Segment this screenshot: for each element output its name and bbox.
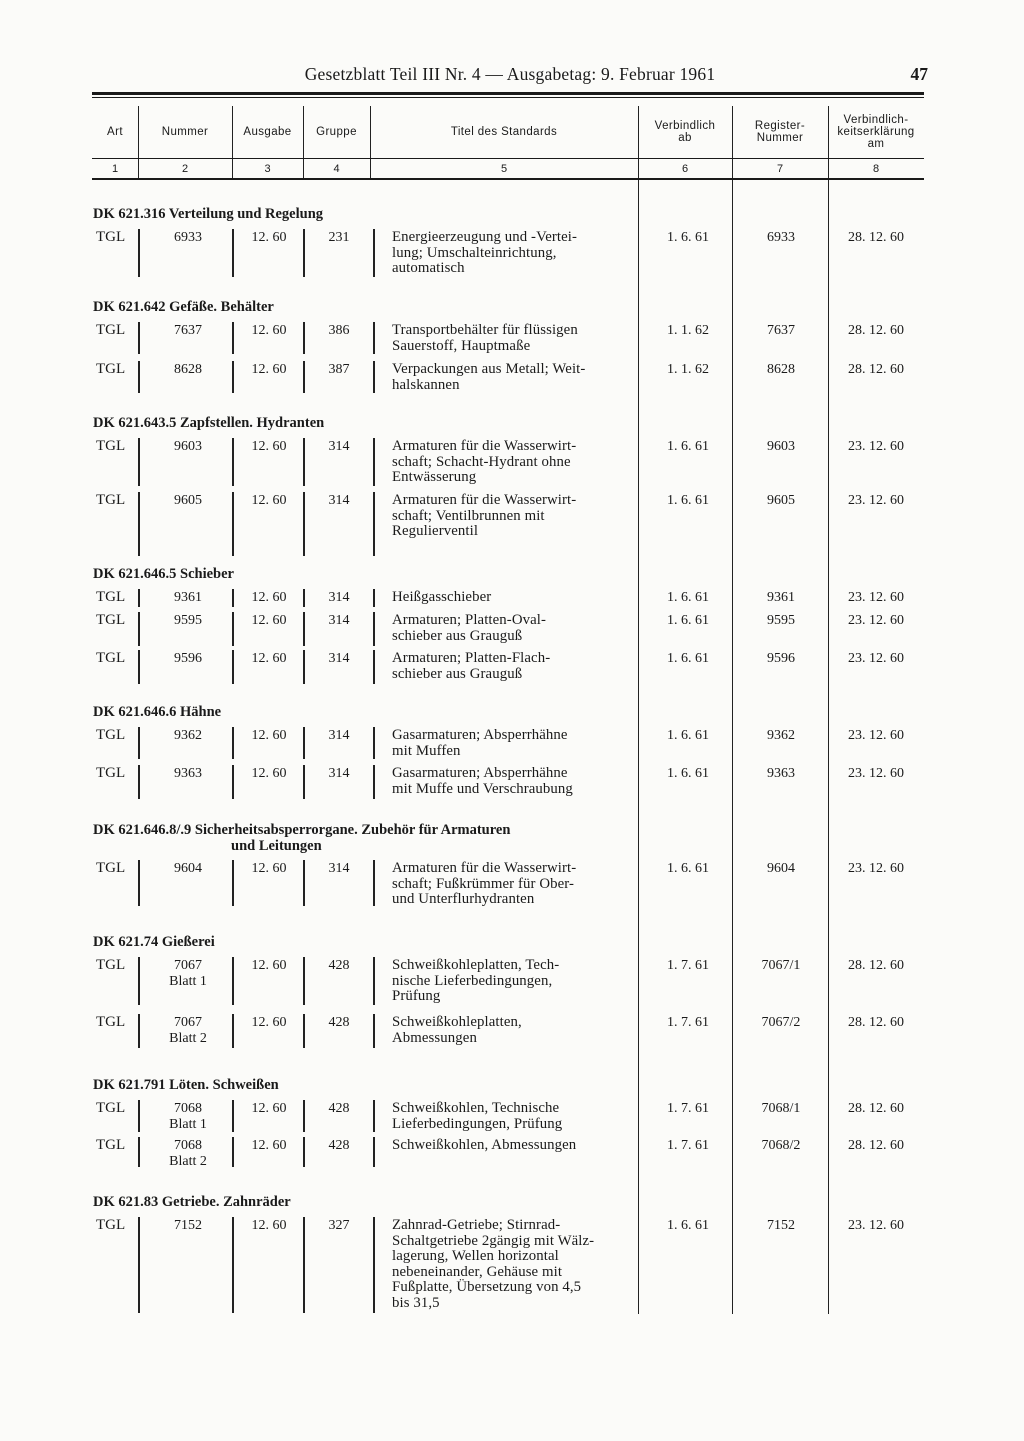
row-gruppe: 231 <box>328 230 350 245</box>
column-header-verbindlich-ab: Verbindlich ab <box>654 120 716 144</box>
row-register-nummer: 9363 <box>767 766 795 781</box>
header-column-divider <box>732 106 733 178</box>
row-column-rule <box>303 727 305 759</box>
row-nummer: 9595 <box>174 613 202 628</box>
row-nummer: 9361 <box>174 590 202 605</box>
row-column-rule <box>138 1217 140 1313</box>
row-titel: Heißgasschieber <box>392 589 492 605</box>
section-heading <box>93 1077 279 1093</box>
row-nummer: 7068 Blatt 2 <box>169 1138 207 1169</box>
row-column-rule <box>232 361 234 393</box>
row-column-rule <box>232 765 234 799</box>
column-number-ausgabe: 3 <box>264 163 271 175</box>
row-register-nummer: 9361 <box>767 590 795 605</box>
row-art: TGL <box>96 860 126 876</box>
column-header-verbindlichkeitserklaerung: Verbindlich- keitserklärung am <box>837 114 915 150</box>
row-gruppe: 314 <box>328 861 350 876</box>
running-header <box>0 64 1024 88</box>
row-verbindlich-ab: 1. 1. 62 <box>667 323 709 338</box>
row-column-rule <box>373 765 375 799</box>
row-gruppe: 314 <box>328 766 350 781</box>
row-ausgabe: 12. 60 <box>251 1101 287 1116</box>
row-column-rule <box>303 650 305 684</box>
row-column-rule <box>303 229 305 277</box>
header-rule-thin <box>92 97 924 98</box>
row-register-nummer: 7067/1 <box>761 958 801 973</box>
row-ausgabe: 12. 60 <box>251 728 287 743</box>
section-heading <box>93 415 324 431</box>
row-verbindlich-ab: 1. 6. 61 <box>667 728 709 743</box>
row-ausgabe: 12. 60 <box>251 590 287 605</box>
row-verbindlich-ab: 1. 6. 61 <box>667 590 709 605</box>
section-heading-text: DK 621.316 Verteilung und Regelung <box>93 206 324 222</box>
row-column-rule <box>303 1137 305 1167</box>
row-column-rule <box>373 727 375 759</box>
row-column-rule <box>303 1217 305 1313</box>
row-column-rule <box>138 765 140 799</box>
row-column-rule <box>373 361 375 393</box>
row-gruppe: 386 <box>328 323 350 338</box>
row-register-nummer: 9362 <box>767 728 795 743</box>
row-nummer: 9605 <box>174 493 202 508</box>
row-ausgabe: 12. 60 <box>251 230 287 245</box>
row-ausgabe: 12. 60 <box>251 651 287 666</box>
header-column-divider <box>303 106 304 178</box>
row-titel: Zahnrad-Getriebe; Stirnrad- Schaltgetriebe 2gängig mit Wälz- lagerung, Wellen horizontal nebeneinander, Gehäuse mit Fußplatte, Übersetzung von 4,5 bis 31,5 <box>392 1217 595 1311</box>
row-ausgabe: 12. 60 <box>251 493 287 508</box>
section-heading-text: DK 621.642 Gefäße. Behälter <box>93 299 274 315</box>
row-nummer: 9363 <box>174 766 202 781</box>
body-column-rule <box>732 180 733 1314</box>
row-erklaerung-am: 23. 12. 60 <box>848 613 904 628</box>
row-column-rule <box>373 438 375 486</box>
row-titel: Armaturen für die Wasserwirt- schaft; Ventilbrunnen mit Regulierventil <box>392 492 577 539</box>
row-titel: Schweißkohlen, Abmessungen <box>392 1137 577 1153</box>
row-verbindlich-ab: 1. 6. 61 <box>667 651 709 666</box>
row-column-rule <box>138 438 140 486</box>
row-register-nummer: 8628 <box>767 362 795 377</box>
row-titel: Energieerzeugung und -Vertei- lung; Umschalteinrichtung, automatisch <box>392 229 578 276</box>
row-verbindlich-ab: 1. 1. 62 <box>667 362 709 377</box>
column-number-nummer: 2 <box>181 163 189 175</box>
row-art: TGL <box>96 1014 126 1030</box>
row-column-rule <box>373 612 375 646</box>
row-column-rule <box>232 1217 234 1313</box>
section-heading <box>93 566 234 582</box>
row-gruppe: 314 <box>328 590 350 605</box>
row-titel: Armaturen; Platten-Oval- schieber aus Grauguß <box>392 612 547 644</box>
running-header-title: Gesetzblatt Teil III Nr. 4 — Ausgabetag: 9. Februar 1961 <box>304 64 716 84</box>
row-nummer: 7152 <box>174 1218 202 1233</box>
row-column-rule <box>303 957 305 1005</box>
row-column-rule <box>373 1137 375 1167</box>
row-titel: Transportbehälter für flüssigen Sauerstoff, Hauptmaße <box>392 322 578 354</box>
row-column-rule <box>138 492 140 556</box>
row-gruppe: 327 <box>328 1218 350 1233</box>
row-column-rule <box>373 1100 375 1132</box>
row-gruppe: 314 <box>328 493 350 508</box>
row-erklaerung-am: 23. 12. 60 <box>848 1218 904 1233</box>
column-header-register-nummer: Register- Nummer <box>754 120 806 144</box>
row-ausgabe: 12. 60 <box>251 613 287 628</box>
row-art: TGL <box>96 612 126 628</box>
row-register-nummer: 7152 <box>767 1218 795 1233</box>
column-header-gruppe: Gruppe <box>316 126 357 138</box>
row-titel: Verpackungen aus Metall; Weit- halskannen <box>392 361 586 393</box>
row-erklaerung-am: 28. 12. 60 <box>848 1015 904 1030</box>
section-heading-text: DK 621.83 Getriebe. Zahnräder <box>93 1194 291 1210</box>
row-column-rule <box>373 589 375 607</box>
row-nummer: 7067 Blatt 2 <box>169 1015 207 1046</box>
header-column-divider <box>828 106 829 178</box>
row-ausgabe: 12. 60 <box>251 766 287 781</box>
row-titel: Gasarmaturen; Absperrhähne mit Muffe und Verschraubung <box>392 765 573 797</box>
row-erklaerung-am: 23. 12. 60 <box>848 861 904 876</box>
row-column-rule <box>138 322 140 354</box>
row-column-rule <box>373 492 375 556</box>
row-titel: Armaturen; Platten-Flach- schieber aus Grauguß <box>392 650 551 682</box>
row-art: TGL <box>96 650 126 666</box>
section-heading-text: DK 621.791 Löten. Schweißen <box>93 1077 279 1093</box>
row-column-rule <box>232 438 234 486</box>
row-titel: Gasarmaturen; Absperrhähne mit Muffen <box>392 727 568 759</box>
section-heading-text: DK 621.646.6 Hähne <box>93 704 222 720</box>
row-gruppe: 428 <box>328 1101 350 1116</box>
row-column-rule <box>303 492 305 556</box>
section-heading <box>93 704 221 720</box>
row-ausgabe: 12. 60 <box>251 861 287 876</box>
row-erklaerung-am: 23. 12. 60 <box>848 439 904 454</box>
row-column-rule <box>138 229 140 277</box>
header-column-divider <box>232 106 233 178</box>
row-register-nummer: 7637 <box>767 323 795 338</box>
column-number-verbindlichkeitserklaerung: 8 <box>872 163 880 175</box>
row-ausgabe: 12. 60 <box>251 1015 287 1030</box>
row-art: TGL <box>96 1100 126 1116</box>
row-column-rule <box>232 727 234 759</box>
row-column-rule <box>373 1014 375 1048</box>
row-erklaerung-am: 23. 12. 60 <box>848 590 904 605</box>
row-gruppe: 314 <box>328 439 350 454</box>
row-register-nummer: 6933 <box>767 230 795 245</box>
row-column-rule <box>373 957 375 1005</box>
row-register-nummer: 7068/2 <box>761 1138 801 1153</box>
row-erklaerung-am: 28. 12. 60 <box>848 362 904 377</box>
row-column-rule <box>303 1100 305 1132</box>
row-gruppe: 387 <box>328 362 350 377</box>
column-header-ausgabe: Ausgabe <box>243 126 292 138</box>
row-erklaerung-am: 28. 12. 60 <box>848 230 904 245</box>
row-column-rule <box>303 765 305 799</box>
row-nummer: 6933 <box>174 230 202 245</box>
row-column-rule <box>232 1137 234 1167</box>
row-verbindlich-ab: 1. 6. 61 <box>667 613 709 628</box>
row-erklaerung-am: 28. 12. 60 <box>848 1101 904 1116</box>
row-ausgabe: 12. 60 <box>251 439 287 454</box>
row-column-rule <box>232 957 234 1005</box>
row-nummer: 7068 Blatt 1 <box>169 1101 207 1132</box>
row-column-rule <box>232 589 234 607</box>
row-register-nummer: 9604 <box>767 861 795 876</box>
row-register-nummer: 9603 <box>767 439 795 454</box>
row-column-rule <box>303 361 305 393</box>
row-register-nummer: 7068/1 <box>761 1101 801 1116</box>
row-register-nummer: 7067/2 <box>761 1015 801 1030</box>
row-gruppe: 314 <box>328 613 350 628</box>
row-ausgabe: 12. 60 <box>251 362 287 377</box>
row-erklaerung-am: 23. 12. 60 <box>848 651 904 666</box>
row-erklaerung-am: 23. 12. 60 <box>848 493 904 508</box>
row-art: TGL <box>96 438 126 454</box>
row-gruppe: 428 <box>328 1138 350 1153</box>
row-erklaerung-am: 23. 12. 60 <box>848 766 904 781</box>
row-column-rule <box>232 229 234 277</box>
row-column-rule <box>373 860 375 906</box>
column-number-titel: 5 <box>500 163 508 175</box>
row-art: TGL <box>96 322 126 338</box>
row-verbindlich-ab: 1. 6. 61 <box>667 1218 709 1233</box>
row-register-nummer: 9595 <box>767 613 795 628</box>
row-column-rule <box>138 860 140 906</box>
header-underline <box>92 158 924 159</box>
column-header-nummer: Nummer <box>161 126 209 138</box>
row-verbindlich-ab: 1. 6. 61 <box>667 861 709 876</box>
row-column-rule <box>232 492 234 556</box>
column-number-register-nummer: 7 <box>776 163 784 175</box>
header-column-divider <box>138 106 139 178</box>
section-heading <box>93 934 215 950</box>
row-art: TGL <box>96 361 126 377</box>
header-column-divider <box>370 106 371 178</box>
row-art: TGL <box>96 229 126 245</box>
row-verbindlich-ab: 1. 7. 61 <box>667 1101 709 1116</box>
row-art: TGL <box>96 765 126 781</box>
row-column-rule <box>232 322 234 354</box>
row-art: TGL <box>96 727 126 743</box>
row-art: TGL <box>96 1217 126 1233</box>
row-titel: Schweißkohleplatten, Abmessungen <box>392 1014 522 1046</box>
row-verbindlich-ab: 1. 6. 61 <box>667 230 709 245</box>
row-gruppe: 314 <box>328 728 350 743</box>
row-column-rule <box>138 957 140 1005</box>
column-number-verbindlich-ab: 6 <box>681 163 689 175</box>
row-titel: Armaturen für die Wasserwirt- schaft; Schacht-Hydrant ohne Entwässerung <box>392 438 577 485</box>
row-titel: Schweißkohleplatten, Tech- nische Lieferbedingungen, Prüfung <box>392 957 560 1004</box>
row-column-rule <box>138 361 140 393</box>
column-number-gruppe: 4 <box>333 163 340 175</box>
section-heading-continued: und Leitungen <box>231 838 322 854</box>
row-column-rule <box>303 860 305 906</box>
row-titel: Schweißkohlen, Technische Lieferbedingungen, Prüfung <box>392 1100 563 1132</box>
row-ausgabe: 12. 60 <box>251 958 287 973</box>
row-column-rule <box>232 1100 234 1132</box>
row-column-rule <box>138 650 140 684</box>
row-column-rule <box>303 1014 305 1048</box>
section-heading-text: DK 621.646.8/.9 Sicherheitsabsperrorgane. Zubehör für Armaturen <box>93 822 511 838</box>
row-titel: Armaturen für die Wasserwirt- schaft; Fußkrümmer für Ober- und Unterflurhydranten <box>392 860 577 907</box>
row-nummer: 9603 <box>174 439 202 454</box>
column-header-art: Art <box>107 126 123 138</box>
row-erklaerung-am: 28. 12. 60 <box>848 323 904 338</box>
row-column-rule <box>303 438 305 486</box>
row-column-rule <box>303 322 305 354</box>
header-column-divider <box>638 106 639 178</box>
row-nummer: 7637 <box>174 323 202 338</box>
section-heading-text: DK 621.646.5 Schieber <box>93 566 234 582</box>
row-art: TGL <box>96 957 126 973</box>
row-art: TGL <box>96 589 126 605</box>
section-heading <box>93 206 323 222</box>
section-heading <box>93 299 274 315</box>
row-register-nummer: 9605 <box>767 493 795 508</box>
body-column-rule <box>828 180 829 1314</box>
row-ausgabe: 12. 60 <box>251 1218 287 1233</box>
row-column-rule <box>138 727 140 759</box>
row-column-rule <box>373 650 375 684</box>
header-rule <box>92 92 924 95</box>
section-heading <box>93 1194 291 1210</box>
row-nummer: 9596 <box>174 651 202 666</box>
row-art: TGL <box>96 1137 126 1153</box>
row-art: TGL <box>96 492 126 508</box>
section-heading <box>93 822 510 854</box>
row-gruppe: 428 <box>328 958 350 973</box>
row-column-rule <box>373 229 375 277</box>
row-column-rule <box>232 1014 234 1048</box>
column-header-titel: Titel des Standards <box>450 126 558 138</box>
row-verbindlich-ab: 1. 7. 61 <box>667 958 709 973</box>
body-column-rule <box>638 180 639 1314</box>
row-column-rule <box>138 612 140 646</box>
row-verbindlich-ab: 1. 6. 61 <box>667 766 709 781</box>
row-verbindlich-ab: 1. 6. 61 <box>667 493 709 508</box>
row-column-rule <box>232 612 234 646</box>
row-erklaerung-am: 23. 12. 60 <box>848 728 904 743</box>
row-column-rule <box>303 612 305 646</box>
row-nummer: 9362 <box>174 728 202 743</box>
row-column-rule <box>138 589 140 607</box>
row-nummer: 7067 Blatt 1 <box>169 958 207 989</box>
row-column-rule <box>138 1014 140 1048</box>
row-erklaerung-am: 28. 12. 60 <box>848 958 904 973</box>
row-column-rule <box>138 1100 140 1132</box>
row-nummer: 8628 <box>174 362 202 377</box>
column-number-art: 1 <box>111 163 119 175</box>
row-column-rule <box>138 1137 140 1167</box>
row-column-rule <box>373 322 375 354</box>
row-verbindlich-ab: 1. 6. 61 <box>667 439 709 454</box>
section-heading-text: DK 621.643.5 Zapfstellen. Hydranten <box>93 415 325 431</box>
row-column-rule <box>232 650 234 684</box>
row-column-rule <box>303 589 305 607</box>
row-ausgabe: 12. 60 <box>251 1138 287 1153</box>
row-column-rule <box>232 860 234 906</box>
header-numbers-rule <box>92 178 924 180</box>
row-column-rule <box>373 1217 375 1313</box>
row-gruppe: 428 <box>328 1015 350 1030</box>
row-nummer: 9604 <box>174 861 202 876</box>
row-ausgabe: 12. 60 <box>251 323 287 338</box>
row-verbindlich-ab: 1. 7. 61 <box>667 1015 709 1030</box>
row-gruppe: 314 <box>328 651 350 666</box>
row-register-nummer: 9596 <box>767 651 795 666</box>
row-erklaerung-am: 28. 12. 60 <box>848 1138 904 1153</box>
section-heading-text: DK 621.74 Gießerei <box>93 934 215 950</box>
row-verbindlich-ab: 1. 7. 61 <box>667 1138 709 1153</box>
page-number: 47 <box>910 64 928 84</box>
